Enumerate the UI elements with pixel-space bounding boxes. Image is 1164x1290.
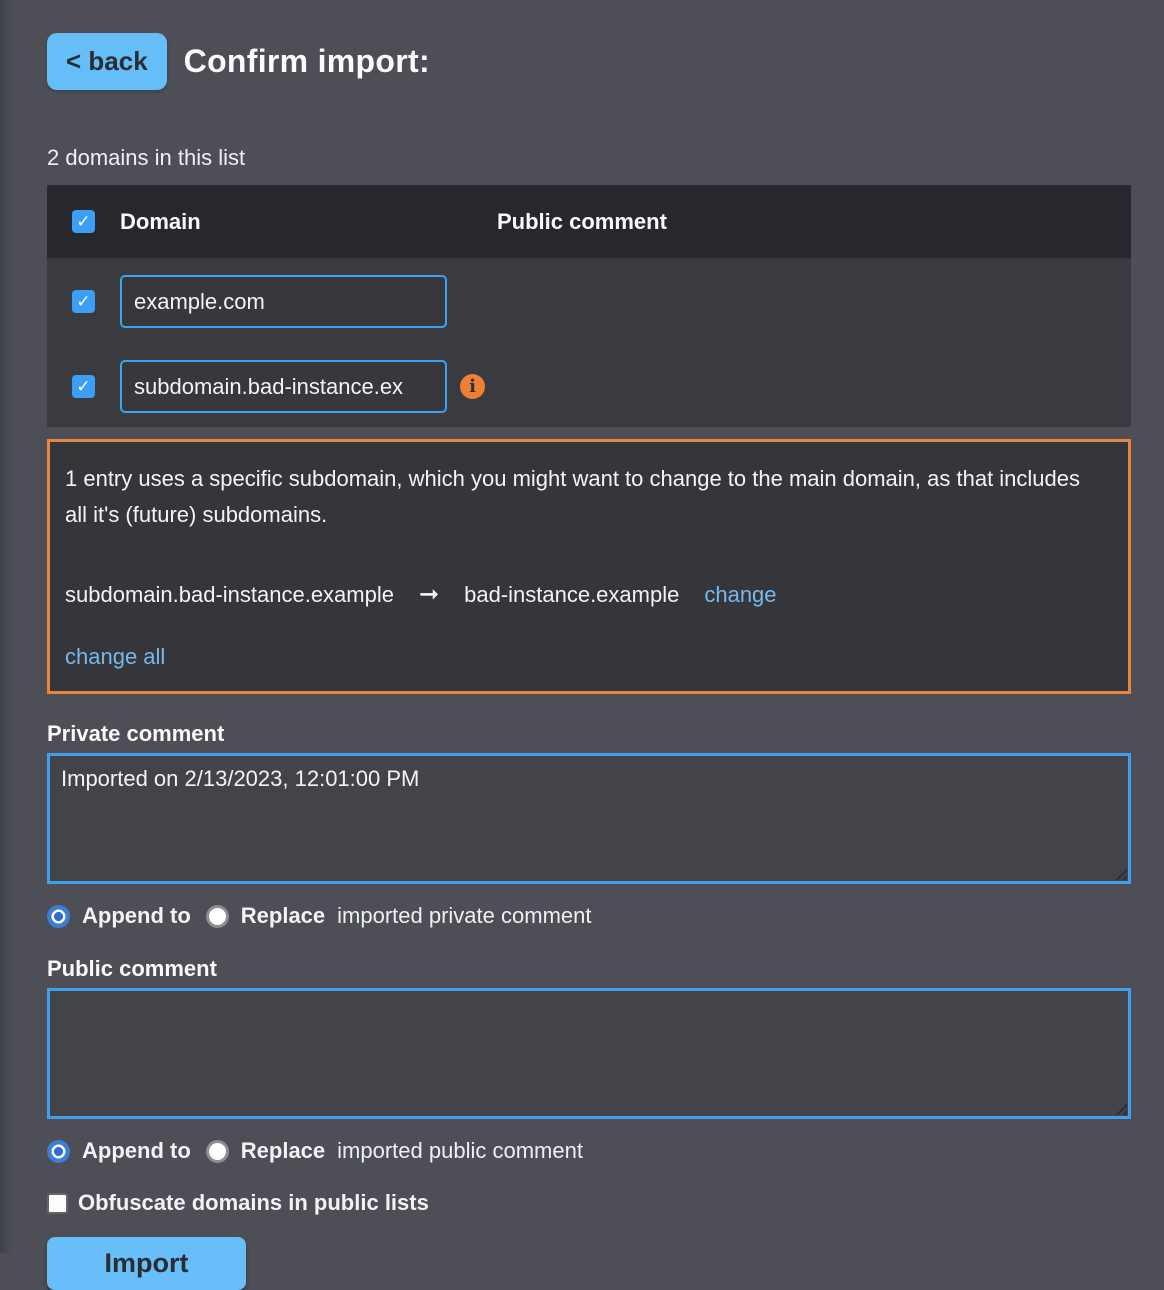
table-body [47,258,1131,427]
back-button[interactable]: < back [47,33,167,90]
row-checkbox[interactable] [72,290,95,313]
warning-message: 1 entry uses a specific subdomain, which you might want to change to the main domain, as that includes all it's (future) subdomains. [65,466,1081,527]
domain-input[interactable] [120,275,447,328]
public-comment-textarea[interactable] [47,988,1131,1119]
append-public-label[interactable]: Append to [82,1138,191,1163]
select-all-checkbox[interactable] [72,210,95,233]
replace-public-radio[interactable] [206,1140,229,1163]
import-button[interactable]: Import [47,1237,246,1290]
table-row [47,360,1131,413]
append-private-radio[interactable] [47,905,70,928]
public-mode-suffix: imported public comment [337,1138,583,1163]
select-all-cell [47,210,120,233]
replace-public-label[interactable]: Replace [240,1138,326,1163]
row-checkbox[interactable] [72,375,95,398]
mapping-to: bad-instance.example [464,581,680,607]
domain-input[interactable] [120,360,447,413]
obfuscate-label[interactable]: Obfuscate domains in public lists [78,1190,429,1215]
private-comment-label: Private comment [47,721,225,746]
column-header-domain: Domain [120,208,201,234]
table-header-row [47,185,1131,258]
change-all-link[interactable]: change all [65,644,166,669]
subdomain-warning-box [47,439,1131,694]
replace-private-radio[interactable] [206,905,229,928]
change-link[interactable]: change [704,581,777,607]
table-row [47,275,1131,328]
checkmark-icon: ✓ [76,292,91,311]
append-public-radio[interactable] [47,1140,70,1163]
replace-private-label[interactable]: Replace [240,903,326,928]
info-icon[interactable]: i [460,374,485,399]
arrow-right-icon: ➞ [418,581,440,608]
obfuscate-row [47,1190,1131,1216]
private-comment-mode-group [47,903,1131,929]
column-header-public-comment: Public comment [497,208,667,234]
append-private-label[interactable]: Append to [82,903,191,928]
subdomain-mapping-row [65,580,1113,609]
domains-table [47,185,1131,427]
page-title: Confirm import: [183,43,430,79]
public-comment-label: Public comment [47,956,217,981]
page-header [47,0,1131,90]
obfuscate-checkbox[interactable] [47,1193,68,1214]
checkmark-icon: ✓ [76,377,91,396]
public-comment-mode-group [47,1138,1131,1164]
domain-count-text: 2 domains in this list [47,145,246,170]
checkmark-icon: ✓ [76,212,91,231]
mapping-from: subdomain.bad-instance.example [65,581,394,607]
private-comment-textarea[interactable] [47,753,1131,884]
private-mode-suffix: imported private comment [337,903,592,928]
